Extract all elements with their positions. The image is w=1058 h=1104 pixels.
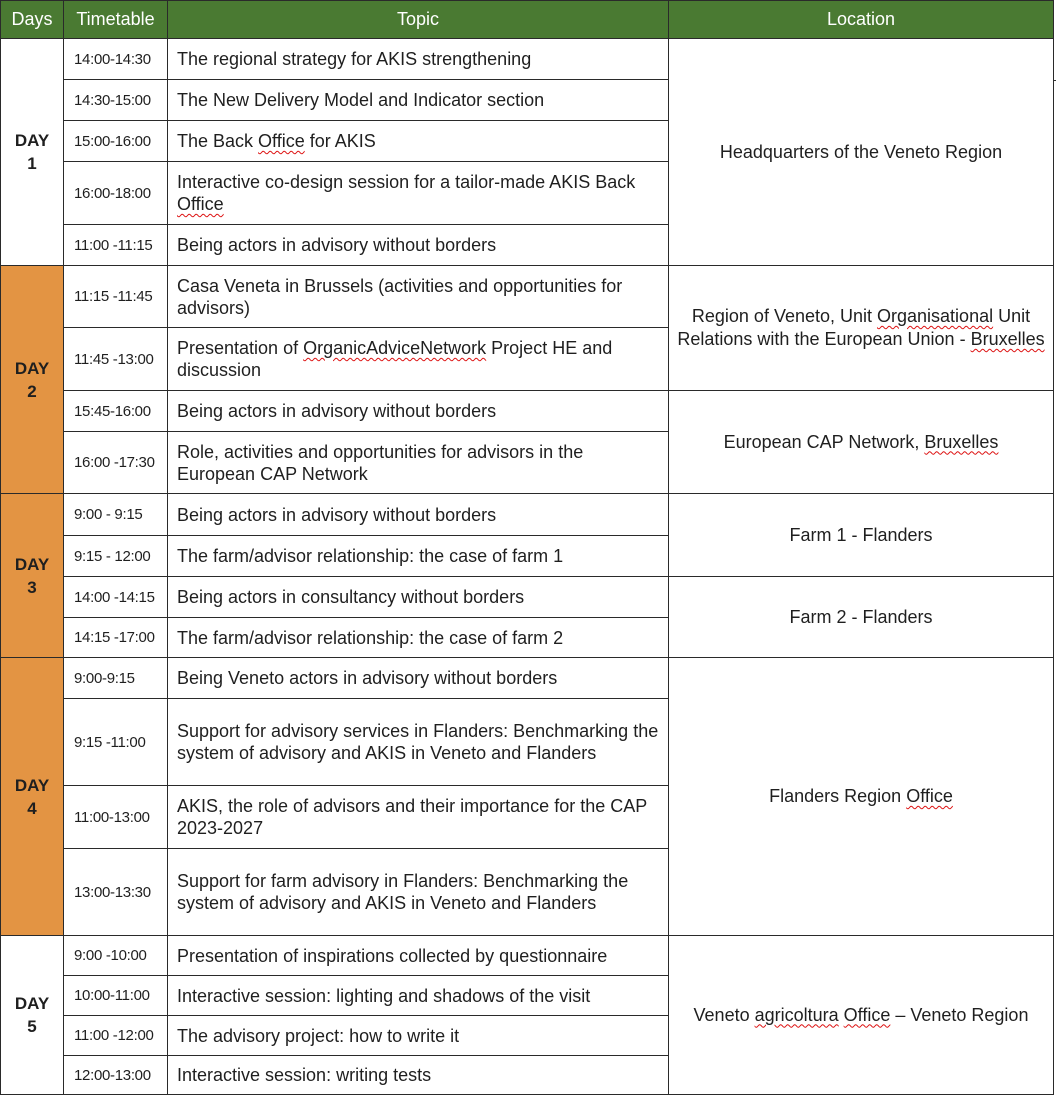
header-timetable: Timetable	[64, 1, 168, 39]
topic-cell: AKIS, the role of advisors and their importance for the CAP 2023-2027	[168, 786, 669, 849]
day-label: DAY	[14, 131, 50, 150]
topic-cell: The advisory project: how to write it	[168, 1016, 669, 1056]
time-cell: 14:30-15:00	[64, 80, 168, 121]
day-number: 3	[27, 577, 37, 597]
location-cell: Headquarters of the Veneto Region	[669, 39, 1054, 266]
topic-cell: Support for farm advisory in Flanders: Benchmarking the system of advisory and AKIS in Veneto and Flanders	[168, 849, 669, 936]
table-row	[1, 391, 1054, 432]
location-cell: Farm 1 - Flanders	[669, 494, 1054, 577]
time-cell: 9:00 -10:00	[64, 936, 168, 976]
time-cell: 9:00-9:15	[64, 658, 168, 699]
topic-cell: Being Veneto actors in advisory without borders	[168, 658, 669, 699]
location-cell: Veneto agricoltura Office – Veneto Region	[669, 936, 1054, 1095]
day-2-cell	[1, 266, 64, 494]
time-cell: 9:00 - 9:15	[64, 494, 168, 536]
page-edge-mark	[1054, 80, 1056, 81]
time-cell: 15:45-16:00	[64, 391, 168, 432]
day-label: DAY	[14, 358, 50, 378]
time-cell: 14:15 -17:00	[64, 618, 168, 658]
topic-cell: The New Delivery Model and Indicator section	[168, 80, 669, 121]
topic-cell: Being actors in advisory without borders	[168, 225, 669, 266]
header-days: Days	[1, 1, 64, 39]
location-cell: European CAP Network, Bruxelles	[669, 391, 1054, 494]
topic-cell: Presentation of OrganicAdviceNetwork Project HE and discussion	[168, 328, 669, 391]
day-number: 2	[27, 381, 37, 401]
topic-cell: Being actors in consultancy without borders	[168, 577, 669, 618]
location-cell: Flanders Region Office	[669, 658, 1054, 936]
topic-cell: Interactive co-design session for a tailor-made AKIS Back Office	[168, 162, 669, 225]
time-cell: 11:00 -11:15	[64, 225, 168, 266]
time-cell: 13:00-13:30	[64, 849, 168, 936]
time-cell: 16:00-18:00	[64, 162, 168, 225]
table-row	[1, 577, 1054, 618]
header-row	[1, 1, 1054, 39]
topic-cell: Casa Veneta in Brussels (activities and opportunities for advisors)	[168, 266, 669, 328]
topic-cell: The Back Office for AKIS	[168, 121, 669, 162]
topic-cell: Interactive session: writing tests	[168, 1056, 669, 1095]
topic-cell: Being actors in advisory without borders	[168, 391, 669, 432]
table-row	[1, 658, 1054, 699]
topic-cell: The regional strategy for AKIS strengthening	[168, 39, 669, 80]
table-row	[1, 39, 1054, 80]
location-cell: Region of Veneto, Unit Organisational Unit Relations with the European Union - Bruxelles	[669, 266, 1054, 391]
time-cell: 11:15 -11:45	[64, 266, 168, 328]
time-cell: 9:15 -11:00	[64, 699, 168, 786]
time-cell: 15:00-16:00	[64, 121, 168, 162]
time-cell: 11:45 -13:00	[64, 328, 168, 391]
day-number: 5	[27, 1017, 37, 1036]
day-number: 4	[27, 798, 37, 818]
location-cell: Farm 2 - Flanders	[669, 577, 1054, 658]
day-3-cell	[1, 494, 64, 658]
day-number: 1	[27, 154, 37, 173]
day-4-cell	[1, 658, 64, 936]
time-cell: 10:00-11:00	[64, 976, 168, 1016]
time-cell: 16:00 -17:30	[64, 432, 168, 494]
day-1-cell	[1, 39, 64, 266]
time-cell: 9:15 - 12:00	[64, 536, 168, 577]
time-cell: 12:00-13:00	[64, 1056, 168, 1095]
time-cell: 14:00-14:30	[64, 39, 168, 80]
time-cell: 11:00-13:00	[64, 786, 168, 849]
header-location: Location	[669, 1, 1054, 39]
topic-cell: Presentation of inspirations collected by questionnaire	[168, 936, 669, 976]
header-topic: Topic	[168, 1, 669, 39]
topic-cell: Being actors in advisory without borders	[168, 494, 669, 536]
day-label: DAY	[14, 994, 50, 1013]
topic-cell: Role, activities and opportunities for advisors in the European CAP Network	[168, 432, 669, 494]
topic-cell: Support for advisory services in Flanders: Benchmarking the system of advisory and AKIS in Veneto and Flanders	[168, 699, 669, 786]
topic-cell: Interactive session: lighting and shadows of the visit	[168, 976, 669, 1016]
day-5-cell	[1, 936, 64, 1095]
topic-cell: The farm/advisor relationship: the case of farm 2	[168, 618, 669, 658]
table-row	[1, 494, 1054, 536]
table-row	[1, 266, 1054, 328]
table-row	[1, 936, 1054, 976]
time-cell: 11:00 -12:00	[64, 1016, 168, 1056]
day-label: DAY	[14, 775, 50, 795]
topic-cell: The farm/advisor relationship: the case of farm 1	[168, 536, 669, 577]
day-label: DAY	[14, 554, 50, 574]
time-cell: 14:00 -14:15	[64, 577, 168, 618]
